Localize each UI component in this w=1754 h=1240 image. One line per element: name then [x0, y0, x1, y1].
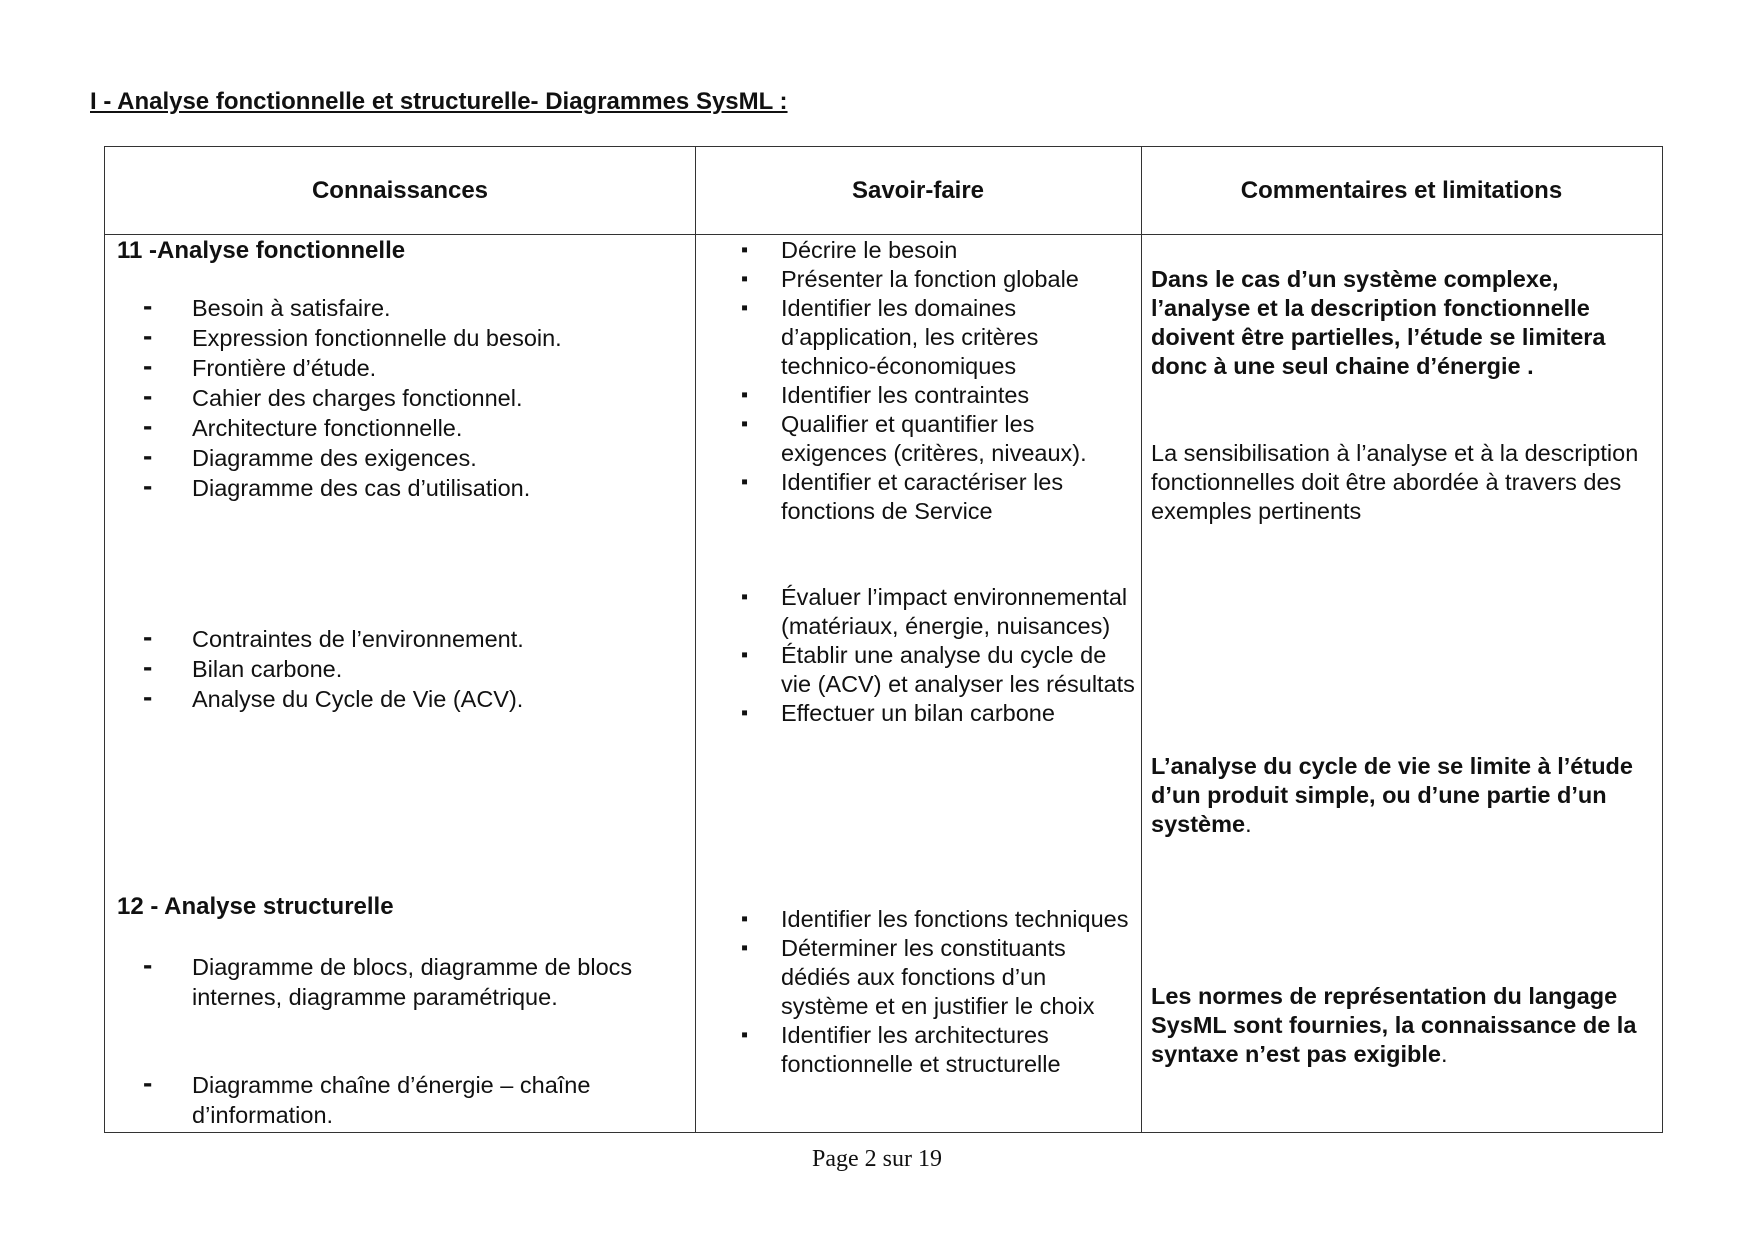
comment-cycle-de-vie-bold: L’analyse du cycle de vie se limite à l’étude d’un produit simple, ou d’une partie d’un système — [1151, 753, 1633, 837]
list-item: ▪ Effectuer un bilan carbone — [695, 699, 1135, 728]
header-commentaires: Commentaires et limitations — [1240, 176, 1563, 204]
header-savoir-faire: Savoir-faire — [851, 176, 985, 204]
section-title-analyse-structurelle: 12 - Analyse structurelle — [117, 893, 394, 920]
comment-sensibilisation: La sensibilisation à l’analyse et à la description fonctionnelles doit être abordée à travers des exemples pertinents — [1151, 440, 1639, 524]
competency-table — [104, 146, 1663, 1133]
knowledge-list-environnement — [117, 624, 687, 714]
list-item: - Frontière d’étude. — [117, 353, 687, 383]
list-item: - Analyse du Cycle de Vie (ACV). — [117, 684, 687, 714]
list-item: ▪ Identifier et caractériser les fonctions de Service — [695, 468, 1135, 526]
header-divider — [105, 234, 1662, 235]
knowledge-list-structurelle-b — [117, 1070, 687, 1130]
comment-cycle-de-vie-end: . — [1245, 811, 1252, 837]
list-item: - Besoin à satisfaire. — [117, 293, 687, 323]
list-item: - Expression fonctionnelle du besoin. — [117, 323, 687, 353]
comment-normes-sysml-end: . — [1440, 1041, 1448, 1067]
list-item: ▪ Décrire le besoin — [695, 236, 1135, 265]
header-connaissances: Connaissances — [311, 176, 489, 204]
list-item: - Diagramme chaîne d’énergie – chaîne d’information. — [117, 1070, 687, 1130]
list-item: - Cahier des charges fonctionnel. — [117, 383, 687, 413]
page-title: I - Analyse fonctionnelle et structurelle- Diagrammes SysML : — [90, 88, 788, 115]
list-item: ▪ Qualifier et quantifier les exigences (critères, niveaux). — [695, 410, 1135, 468]
list-item: - Architecture fonctionnelle. — [117, 413, 687, 443]
skills-list-fonctionnelle — [695, 236, 1135, 526]
list-item: - Diagramme de blocs, diagramme de blocs internes, diagramme paramétrique. — [117, 952, 687, 1012]
list-item: ▪ Établir une analyse du cycle de vie (ACV) et analyser les résultats — [695, 641, 1135, 699]
list-item: ▪ Identifier les fonctions techniques — [695, 905, 1135, 934]
comment-normes-sysml — [1151, 982, 1656, 1069]
knowledge-list-fonctionnelle — [117, 293, 687, 503]
list-item: - Diagramme des cas d’utilisation. — [117, 473, 687, 503]
list-item: - Bilan carbone. — [117, 654, 687, 684]
list-item: - Diagramme des exigences. — [117, 443, 687, 473]
page-number: Page 2 sur 19 — [812, 1146, 942, 1172]
list-item: ▪ Identifier les contraintes — [695, 381, 1135, 410]
comment-normes-sysml-bold: Les normes de représentation du langage SysML sont fournies, la connaissance de la syntaxe n’est pas exigible — [1151, 983, 1637, 1067]
list-item: ▪ Présenter la fonction globale — [695, 265, 1135, 294]
comment-systeme-complexe: Dans le cas d’un système complexe, l’analyse et la description fonctionnelle doivent être partielles, l’étude se limitera donc à une seul chaine d’énergie . — [1151, 266, 1606, 379]
list-item: ▪ Déterminer les constituants dédiés aux fonctions d’un système et en justifier le choix — [695, 934, 1135, 1021]
column-divider — [1141, 147, 1142, 1132]
list-item: ▪ Identifier les architectures fonctionnelle et structurelle — [695, 1021, 1135, 1079]
list-item: ▪ Évaluer l’impact environnemental (matériaux, énergie, nuisances) — [695, 583, 1135, 641]
skills-list-structurelle — [695, 905, 1135, 1079]
comment-cycle-de-vie — [1151, 752, 1656, 839]
list-item: - Contraintes de l’environnement. — [117, 624, 687, 654]
section-title-analyse-fonctionnelle: 11 -Analyse fonctionnelle — [117, 237, 406, 264]
skills-list-environnement — [695, 583, 1135, 728]
knowledge-list-structurelle-a — [117, 952, 687, 1012]
list-item: ▪ Identifier les domaines d’application, les critères technico-économiques — [695, 294, 1135, 381]
